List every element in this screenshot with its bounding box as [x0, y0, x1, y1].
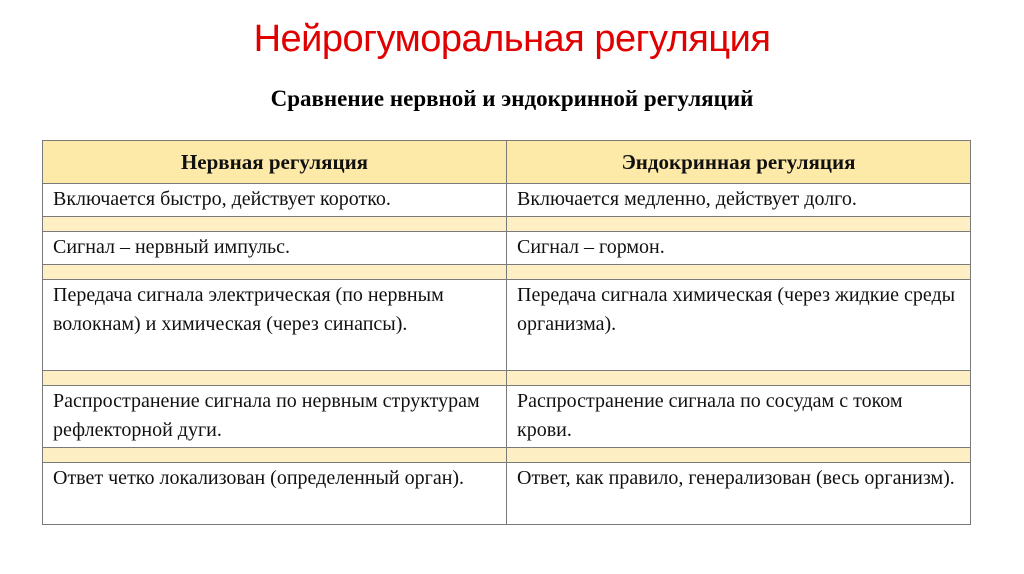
spacer-row — [43, 448, 971, 463]
spacer-cell — [507, 265, 971, 280]
cell-nervous: Распространение сигнала по нервным структурам рефлекторной дуги. — [43, 386, 507, 448]
spacer-row — [43, 371, 971, 386]
spacer-cell — [43, 371, 507, 386]
cell-nervous: Включается быстро, действует коротко. — [43, 184, 507, 217]
spacer-cell — [507, 371, 971, 386]
cell-endocrine: Распространение сигнала по сосудам с током крови. — [507, 386, 971, 448]
spacer-row — [43, 265, 971, 280]
header-nervous: Нервная регуляция — [43, 141, 507, 184]
cell-nervous: Ответ четко локализован (определенный орган). — [43, 463, 507, 525]
table-row — [43, 232, 971, 265]
spacer-cell — [43, 217, 507, 232]
table-header-row — [43, 141, 971, 184]
spacer-row — [43, 217, 971, 232]
spacer-cell — [43, 448, 507, 463]
comparison-table — [42, 140, 971, 525]
spacer-cell — [43, 265, 507, 280]
cell-endocrine: Ответ, как правило, генерализован (весь организм). — [507, 463, 971, 525]
header-endocrine: Эндокринная регуляция — [507, 141, 971, 184]
table-caption: Сравнение нервной и эндокринной регуляций — [270, 86, 754, 111]
spacer-cell — [507, 217, 971, 232]
cell-nervous: Передача сигнала электрическая (по нервным волокнам) и химическая (через синапсы). — [43, 280, 507, 371]
table-row — [43, 463, 971, 525]
cell-endocrine: Включается медленно, действует долго. — [507, 184, 971, 217]
table-row — [43, 184, 971, 217]
table-row — [43, 386, 971, 448]
slide-title: Нейрогуморальная регуляция — [253, 18, 771, 60]
table-row — [43, 280, 971, 371]
cell-endocrine: Сигнал – гормон. — [507, 232, 971, 265]
cell-nervous: Сигнал – нервный импульс. — [43, 232, 507, 265]
cell-endocrine: Передача сигнала химическая (через жидкие среды организма). — [507, 280, 971, 371]
spacer-cell — [507, 448, 971, 463]
